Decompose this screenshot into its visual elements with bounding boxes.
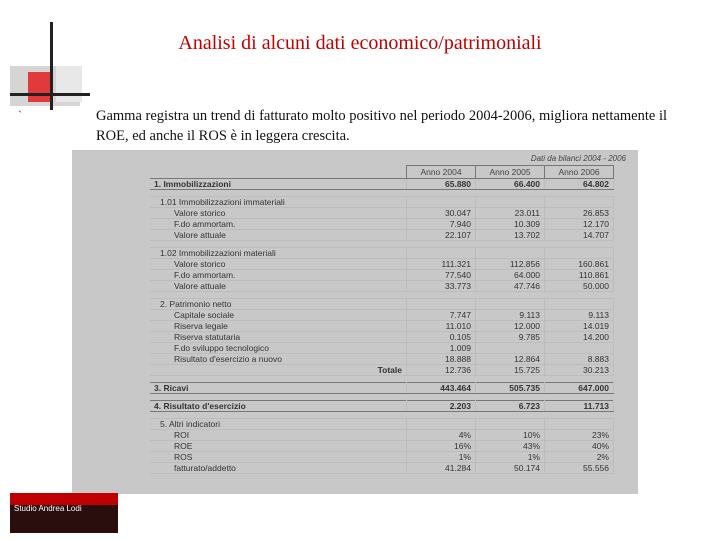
row-label: Capitale sociale [150, 310, 407, 321]
table-row [150, 343, 614, 354]
decor-red-block [28, 72, 52, 102]
row-value: 0.105 [407, 332, 476, 343]
row-label: 4. Risultato d'esercizio [150, 401, 407, 412]
table-row [150, 383, 614, 394]
decor-grey-block [56, 66, 82, 102]
row-label: Totale [150, 365, 407, 376]
row-value: 14.707 [545, 230, 614, 241]
row-gap [150, 394, 614, 401]
row-value: 30.047 [407, 208, 476, 219]
row-value: 110.861 [545, 270, 614, 281]
row-value: 23% [545, 430, 614, 441]
row-value: 40% [545, 441, 614, 452]
column-header: Anno 2004 [407, 166, 476, 179]
row-value: 41.284 [407, 463, 476, 474]
column-header: Anno 2006 [545, 166, 614, 179]
table-row [150, 259, 614, 270]
row-label: F.do sviluppo tecnologico [150, 343, 407, 354]
table-row [150, 281, 614, 292]
row-label: 1.01 Immobilizzazioni immateriali [150, 197, 407, 208]
row-value: 15.725 [476, 365, 545, 376]
tick-mark: ` [18, 108, 22, 122]
row-value: 18.888 [407, 354, 476, 365]
row-value: 11.713 [545, 401, 614, 412]
column-header: Anno 2005 [476, 166, 545, 179]
row-value [407, 248, 476, 259]
row-value [545, 343, 614, 354]
table-row [150, 241, 614, 248]
table-header-row [150, 166, 614, 179]
row-value: 6.723 [476, 401, 545, 412]
row-label: 5. Altri indicatori [150, 419, 407, 430]
row-value [545, 299, 614, 310]
row-label: 1.02 Immobilizzazioni materiali [150, 248, 407, 259]
table-row [150, 248, 614, 259]
table-row [150, 321, 614, 332]
table-row [150, 419, 614, 430]
row-label: Riserva legale [150, 321, 407, 332]
row-value: 14.019 [545, 321, 614, 332]
row-value [545, 248, 614, 259]
row-value: 30.213 [545, 365, 614, 376]
table-row [150, 463, 614, 474]
row-label: ROS [150, 452, 407, 463]
table-row [150, 365, 614, 376]
row-value: 647.000 [545, 383, 614, 394]
row-value: 11.010 [407, 321, 476, 332]
row-value: 10.309 [476, 219, 545, 230]
row-value: 12.000 [476, 321, 545, 332]
row-value: 9.113 [545, 310, 614, 321]
row-value [476, 419, 545, 430]
row-label: fatturato/addetto [150, 463, 407, 474]
row-value: 66.400 [476, 179, 545, 190]
header-spacer [150, 166, 407, 179]
row-label: F.do ammortam. [150, 270, 407, 281]
row-value [407, 419, 476, 430]
row-value: 443.464 [407, 383, 476, 394]
row-value: 64.802 [545, 179, 614, 190]
row-label: F.do ammortam. [150, 219, 407, 230]
row-value: 12.736 [407, 365, 476, 376]
table-row [150, 394, 614, 401]
row-value: 12.864 [476, 354, 545, 365]
row-label: Valore attuale [150, 281, 407, 292]
row-value: 2.203 [407, 401, 476, 412]
row-value [476, 197, 545, 208]
table-row [150, 190, 614, 197]
decor-horizontal-line [10, 93, 90, 96]
row-value: 22.107 [407, 230, 476, 241]
row-value: 77.540 [407, 270, 476, 281]
row-label: Valore storico [150, 208, 407, 219]
row-label: Valore storico [150, 259, 407, 270]
row-value: 50.000 [545, 281, 614, 292]
row-gap [150, 412, 614, 419]
table-row [150, 441, 614, 452]
row-gap [150, 376, 614, 383]
row-value [545, 197, 614, 208]
row-value: 160.861 [545, 259, 614, 270]
table-row [150, 230, 614, 241]
row-label: Valore attuale [150, 230, 407, 241]
table-row [150, 452, 614, 463]
row-value: 1% [407, 452, 476, 463]
row-value [545, 419, 614, 430]
row-value: 50.174 [476, 463, 545, 474]
row-value [476, 248, 545, 259]
row-value: 12.170 [545, 219, 614, 230]
row-value: 8.883 [545, 354, 614, 365]
row-value: 10% [476, 430, 545, 441]
row-value: 14.200 [545, 332, 614, 343]
row-label: 1. Immobilizzazioni [150, 179, 407, 190]
table-row [150, 208, 614, 219]
row-label: Risultato d'esercizio a nuovo [150, 354, 407, 365]
slide-title: Analisi di alcuni dati economico/patrimoniali [178, 32, 542, 54]
financial-table [150, 165, 614, 474]
row-value: 33.773 [407, 281, 476, 292]
table-row [150, 299, 614, 310]
table-row [150, 219, 614, 230]
table-row [150, 401, 614, 412]
table-row [150, 354, 614, 365]
table-row [150, 412, 614, 419]
row-value: 23.011 [476, 208, 545, 219]
row-value: 111.321 [407, 259, 476, 270]
row-label: 2. Patrimonio netto [150, 299, 407, 310]
row-value: 43% [476, 441, 545, 452]
row-value: 55.556 [545, 463, 614, 474]
row-value: 7.940 [407, 219, 476, 230]
row-value: 16% [407, 441, 476, 452]
intro-text: Gamma registra un trend di fatturato molto positivo nel periodo 2004-2006, migliora nettamente il ROE, ed anche il ROS è in leggera crescita. [96, 108, 668, 144]
row-value: 65.880 [407, 179, 476, 190]
row-value: 1.009 [407, 343, 476, 354]
row-value: 9.113 [476, 310, 545, 321]
row-value: 1% [476, 452, 545, 463]
row-gap [150, 241, 614, 248]
row-value: 7.747 [407, 310, 476, 321]
row-value: 505.735 [476, 383, 545, 394]
row-label: ROI [150, 430, 407, 441]
table-row [150, 310, 614, 321]
table-row [150, 197, 614, 208]
row-gap [150, 292, 614, 299]
row-value: 2% [545, 452, 614, 463]
table-row [150, 376, 614, 383]
table-row [150, 270, 614, 281]
row-value [407, 299, 476, 310]
table-row [150, 292, 614, 299]
row-value: 9.785 [476, 332, 545, 343]
row-value: 112.856 [476, 259, 545, 270]
row-value: 26.853 [545, 208, 614, 219]
row-value: 47.746 [476, 281, 545, 292]
row-value [476, 343, 545, 354]
row-label: 3. Ricavi [150, 383, 407, 394]
row-label: ROE [150, 441, 407, 452]
row-gap [150, 190, 614, 197]
footer-label: Studio Andrea Lodi [14, 504, 82, 513]
row-value: 4% [407, 430, 476, 441]
table-row [150, 332, 614, 343]
table-row [150, 430, 614, 441]
source-note: Dati da bilanci 2004 - 2006 [530, 154, 626, 163]
row-label: Riserva statutaria [150, 332, 407, 343]
row-value: 13.702 [476, 230, 545, 241]
row-value [476, 299, 545, 310]
row-value [407, 197, 476, 208]
table-row [150, 179, 614, 190]
row-value: 64.000 [476, 270, 545, 281]
